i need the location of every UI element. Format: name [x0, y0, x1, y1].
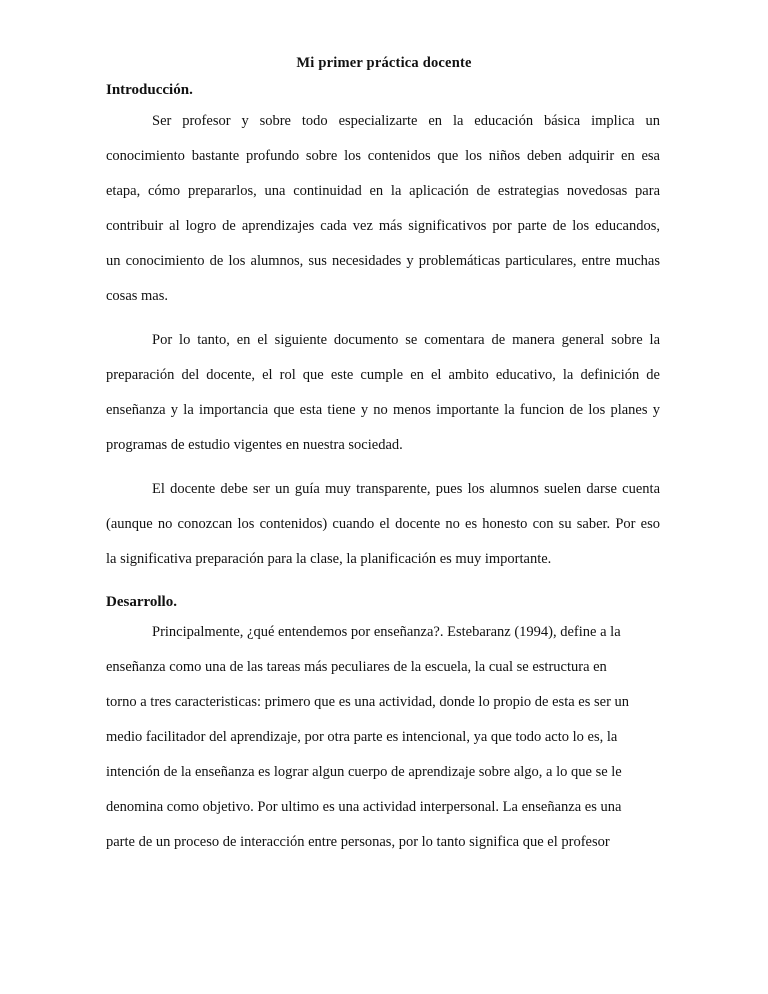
development-line: intención de la enseñanza es lograr algun cuerpo de aprendizaje sobre algo, a lo que se le: [106, 764, 622, 780]
intro-line: programas de estudio vigentes en nuestra sociedad.: [106, 437, 403, 453]
development-line: denomina como objetivo. Por ultimo es una actividad interpersonal. La enseñanza es una: [106, 799, 622, 815]
intro-line: (aunque no conozcan los contenidos) cuando el docente no es honesto con su saber. Por eso: [106, 516, 660, 532]
intro-heading: Introducción.: [106, 82, 193, 98]
intro-line: preparación del docente, el rol que este cumple en el ambito educativo, la definición de: [106, 367, 660, 383]
development-line: parte de un proceso de interacción entre personas, por lo tanto significa que el profesor: [106, 834, 610, 850]
intro-line: cosas mas.: [106, 288, 169, 304]
intro-line: la significativa preparación para la clase, la planificación es muy importante.: [106, 551, 552, 567]
development-heading: Desarrollo.: [106, 594, 177, 610]
intro-line: El docente debe ser un guía muy transparente, pues los alumnos suelen darse cuenta: [152, 481, 660, 497]
intro-line: conocimiento bastante profundo sobre los contenidos que los niños deben adquirir en esa: [106, 148, 660, 164]
intro-line: un conocimiento de los alumnos, sus necesidades y problemáticas particulares, entre muchas: [106, 253, 660, 269]
intro-line: etapa, cómo prepararlos, una continuidad en la aplicación de estrategias novedosas para: [106, 183, 660, 199]
development-line: torno a tres caracteristicas: primero que es una actividad, donde lo propio de esta es ser un: [106, 694, 630, 710]
development-line: enseñanza como una de las tareas más peculiares de la escuela, la cual se estructura en: [106, 659, 607, 675]
development-line: medio facilitador del aprendizaje, por otra parte es intencional, ya que todo acto lo es, la: [106, 729, 618, 745]
intro-line: enseñanza y la importancia que esta tiene y no menos importante la funcion de los planes y: [106, 402, 660, 418]
intro-line: Por lo tanto, en el siguiente documento se comentara de manera general sobre la: [152, 332, 660, 348]
document-title: Mi primer práctica docente: [296, 55, 472, 71]
intro-line: contribuir al logro de aprendizajes cada vez más significativos por parte de los educandos,: [106, 218, 660, 234]
development-line: Principalmente, ¿qué entendemos por enseñanza?. Estebaranz (1994), define a la: [152, 624, 621, 640]
intro-line: Ser profesor y sobre todo especializarte en la educación básica implica un: [152, 113, 660, 129]
